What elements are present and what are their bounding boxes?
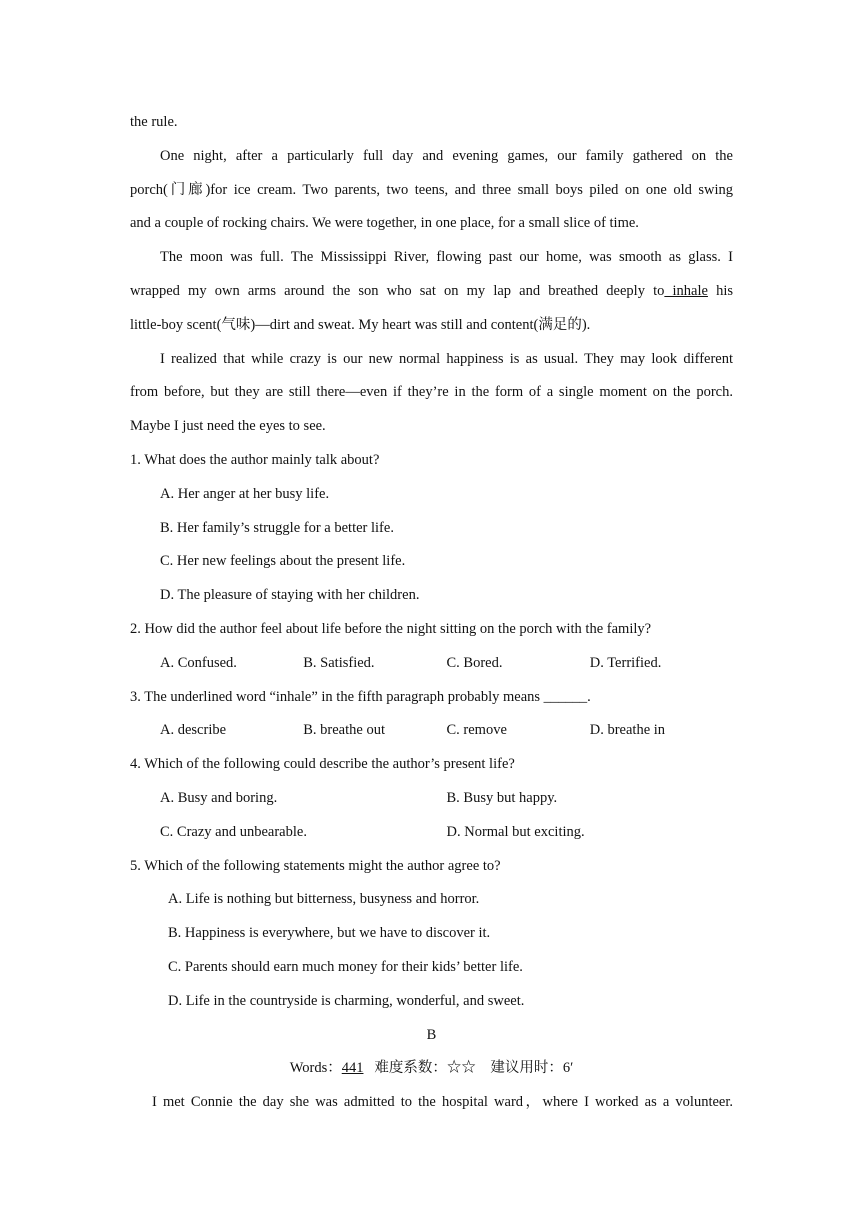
paragraph-line-with-underline: [130, 277, 733, 311]
words-label: Words：: [289, 1060, 342, 1077]
answer-option: A. Life is nothing but bitterness, busyness and horror.: [168, 891, 480, 908]
answer-option: D. Terrified.: [589, 654, 662, 671]
paragraph-text: his: [707, 282, 733, 299]
answer-option: D. Life in the countryside is charming, wonderful, and sweet.: [168, 992, 525, 1009]
section-label: B: [426, 1026, 437, 1043]
question-stem: 4. Which of the following could describe the author’s present life?: [130, 756, 515, 773]
answer-option: A. Busy and boring.: [160, 789, 278, 806]
difficulty-info: 难度系数：☆☆ 建议用时：6′: [363, 1060, 574, 1077]
answer-option: C. Parents should earn much money for their kids’ better life.: [168, 958, 523, 975]
paragraph-line: porch(门廊)for ice cream. Two parents, two teens, and three small boys piled on one old swing: [130, 181, 733, 198]
paragraph-line: and a couple of rocking chairs. We were together, in one place, for a small slice of time.: [130, 215, 639, 232]
answer-option: A. Confused.: [160, 654, 237, 671]
paragraph-line: Maybe I just need the eyes to see.: [130, 418, 326, 435]
answer-option: A. Her anger at her busy life.: [160, 485, 330, 502]
answer-option: B. breathe out: [303, 722, 385, 739]
question-stem: 1. What does the author mainly talk about?: [130, 451, 380, 468]
answer-option: C. Her new feelings about the present life.: [160, 553, 406, 570]
content-column: [130, 108, 733, 1122]
answer-option: C. remove: [446, 722, 507, 739]
question-stem: 5. Which of the following statements might the author agree to?: [130, 857, 501, 874]
options-row: [130, 716, 733, 750]
question-stem: 3. The underlined word “inhale” in the fifth paragraph probably means ______.: [130, 688, 591, 705]
paragraph-line: from before, but they are still there—even if they’re in the form of a single moment on the porch.: [130, 384, 733, 401]
answer-option: B. Busy but happy.: [446, 789, 558, 806]
paragraph-tail: the rule.: [130, 114, 178, 130]
answer-option: D. Normal but exciting.: [446, 823, 585, 840]
section-meta: [130, 1054, 733, 1088]
paragraph-line: I met Connie the day she was admitted to the hospital ward，where I worked as a volunteer.: [152, 1094, 733, 1111]
answer-option: A. describe: [160, 722, 227, 739]
answer-option: D. breathe in: [589, 722, 666, 739]
paragraph-line: little-boy scent(气味)—dirt and sweat. My heart was still and content(满足的).: [130, 316, 591, 333]
paragraph-line: I realized that while crazy is our new normal happiness is as usual. They may look different: [160, 350, 733, 367]
question-stem: 2. How did the author feel about life before the night sitting on the porch with the family?: [130, 620, 652, 637]
answer-option: C. Bored.: [446, 654, 503, 671]
answer-option: D. The pleasure of staying with her children.: [160, 587, 420, 604]
words-count: 441: [341, 1060, 364, 1077]
answer-option: C. Crazy and unbearable.: [160, 823, 307, 840]
options-row: [130, 649, 733, 683]
underlined-word-inhale: inhale: [664, 282, 708, 299]
paragraph-text: wrapped my own arms around the son who sat on my lap and breathed deeply to: [130, 282, 665, 299]
options-row: [130, 784, 733, 818]
answer-option: B. Her family’s struggle for a better life.: [160, 519, 394, 536]
paragraph-line: The moon was full. The Mississippi River, flowing past our home, was smooth as glass. I: [160, 249, 733, 266]
answer-option: B. Happiness is everywhere, but we have to discover it.: [168, 925, 491, 942]
options-row: [130, 818, 733, 852]
paragraph-line: One night, after a particularly full day and evening games, our family gathered on the: [160, 147, 733, 164]
answer-option: B. Satisfied.: [303, 654, 375, 671]
